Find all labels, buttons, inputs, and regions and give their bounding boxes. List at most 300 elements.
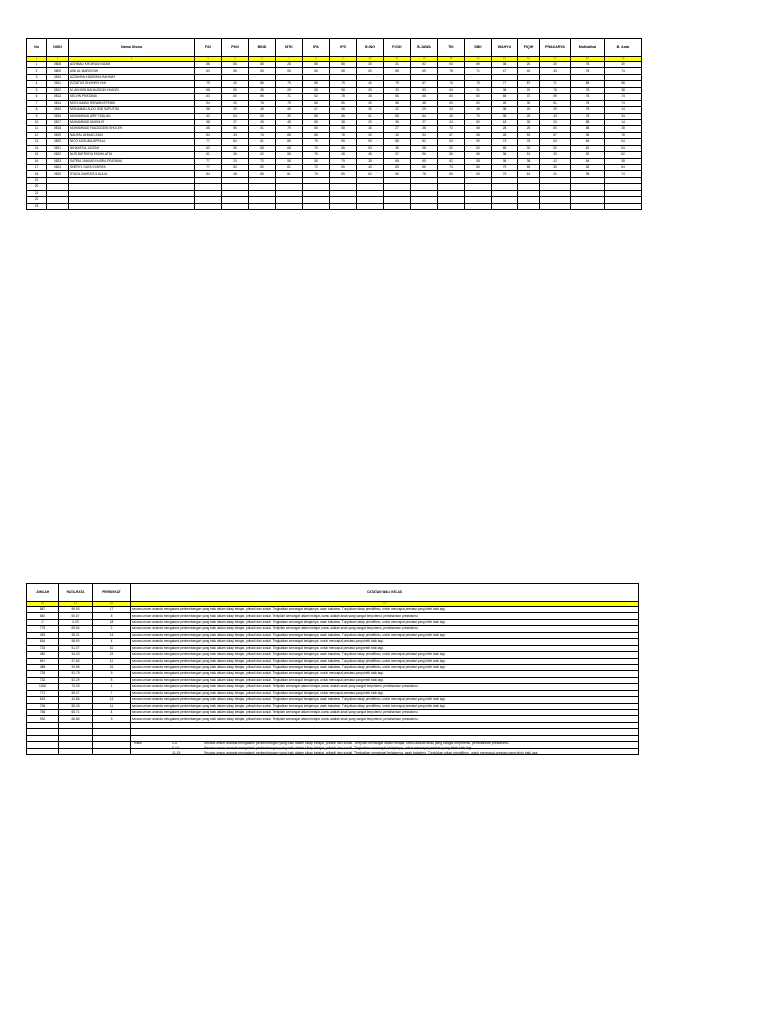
grade-cell: 73 — [492, 139, 518, 145]
grade-cell: 88 — [276, 132, 303, 138]
grade-cell: 45 — [276, 107, 303, 113]
column-header: TIK — [438, 39, 465, 57]
average-cell: 69.64 — [59, 626, 93, 632]
grade-cell: 68 — [330, 113, 357, 119]
grade-cell: 78 — [330, 94, 357, 100]
row-number: 1 — [27, 62, 47, 68]
grade-cell: 40 — [222, 81, 249, 87]
total-cell: 715 — [27, 645, 59, 651]
rank-cell: 9 — [93, 671, 131, 677]
teacher-note-cell: secara umum ananda mengalami perkembangan yang baik dalam sikap belajar, pribadi dan sosial. Terlipilah semangat dalam belajar, kamu adalah anak yang sangat berpotensi, pertahankan prestasimu. — [131, 716, 639, 722]
grade-cell: 48 — [276, 119, 303, 125]
grade-cell: 68 — [330, 145, 357, 151]
grade-cell: 55 — [330, 100, 357, 106]
total-cell: 619 — [27, 697, 59, 703]
grade-cell: 14 — [605, 107, 642, 113]
grade-cell: 79 — [303, 139, 330, 145]
grade-cell: 58 — [276, 158, 303, 164]
rank-cell: 11 — [93, 703, 131, 709]
column-index: 16 — [518, 57, 540, 62]
row-number: 11 — [27, 126, 47, 132]
student-name: SATRIA JANUARI INDRA PRATAMA — [69, 158, 195, 164]
grade-cell: 48 — [330, 152, 357, 158]
row-number: 8 — [27, 107, 47, 113]
grade-cell: 63 — [438, 100, 465, 106]
grade-cell: 70 — [465, 81, 492, 87]
grade-cell: 82 — [411, 139, 438, 145]
rank-cell: 5 — [93, 613, 131, 619]
row-number: 14 — [27, 145, 47, 151]
grade-cell — [518, 203, 540, 209]
rank-cell: 3 — [93, 716, 131, 722]
grade-cell: 55 — [518, 165, 540, 171]
grade-cell: 86 — [465, 165, 492, 171]
grade-cell: 51 — [518, 152, 540, 158]
rank-range: 11-15 — [172, 751, 181, 755]
grade-cell — [222, 203, 249, 209]
teacher-note-cell: secara umum ananda mengalami perkembangan yang baik dalam sikap belajar, pribadi dan sosial. Tingkatkan semangat belajarnya, untuk mencapai prestasi yang lebih baik lagi. — [131, 639, 639, 645]
grade-cell — [249, 203, 276, 209]
grade-cell: 60 — [465, 145, 492, 151]
teacher-note-cell: secara umum ananda mengalami perkembangan yang baik dalam sikap belajar, pribadi dan sosial. Terlipilah semangat dalam belajar, kamu adalah anak yang sangat berpotensi, pertahankan prestasimu. — [131, 626, 639, 632]
grade-cell: 84 — [571, 165, 605, 171]
grade-cell: 79 — [384, 81, 411, 87]
teacher-note-cell: secara umum ananda mengalami perkembangan yang baik dalam sikap belajar, pribadi dan sosial. Tingkatkan semangat belajarnya, untuk mencapai prestasi yang lebih baik lagi. — [131, 677, 639, 683]
grade-cell: 58 — [465, 132, 492, 138]
grade-cell — [303, 203, 330, 209]
rank-cell: 12 — [93, 658, 131, 664]
nisn-cell: 0817 — [47, 119, 69, 125]
grade-cell: 88 — [384, 139, 411, 145]
rank-cell: 13 — [93, 697, 131, 703]
grade-cell: 52 — [518, 132, 540, 138]
column-index: 1 — [27, 57, 47, 62]
grade-cell: 63 — [540, 139, 571, 145]
grade-cell: 74 — [605, 171, 642, 177]
grade-cell: 29 — [222, 107, 249, 113]
column-index: 23 — [131, 602, 639, 607]
rank-range: 1-5 — [172, 741, 177, 745]
rank-note-text: Secara umum ananda mengalami perkembangan yang baik dalam sikap belajar, pribadi dan sosial. Tingkatkan semangat belajarnya, untuk mencapai prestasi yang lebih baik lagi. — [204, 746, 473, 750]
grade-cell: 78 — [571, 68, 605, 74]
row-number: 5 — [27, 87, 47, 93]
column-index: 7 — [276, 57, 303, 62]
total-cell: 887 — [27, 607, 59, 613]
grade-cell — [47, 203, 69, 209]
grade-cell: 30 — [518, 119, 540, 125]
grade-cell: 62 — [357, 171, 384, 177]
grade-cell: 64 — [605, 165, 642, 171]
nisn-cell: 0811 — [47, 81, 69, 87]
grade-header-row — [27, 39, 642, 57]
grade-cell: 85 — [330, 171, 357, 177]
teacher-note-cell: secara umum ananda mengalami perkembangan yang baik dalam sikap belajar, pribadi dan sosial. Terlipilah semangat dalam belajar, kamu adalah anak yang sangat berpotensi, pertahankan prestasimu. — [131, 710, 639, 716]
grade-cell: 78 — [518, 139, 540, 145]
teacher-note-cell: secara umum ananda mengalami perkembangan yang baik dalam sikap belajar, pribadi dan sosial. Tingkatkan semangat belajarnya, untuk mencapai prestasi yang lebih baik lagi. — [131, 690, 639, 696]
student-name: MUHAMMAD MUKHLIS — [69, 119, 195, 125]
rank-notes — [134, 741, 538, 756]
grade-cell: 58 — [195, 119, 222, 125]
grade-cell: 38 — [384, 145, 411, 151]
grade-cell: 68 — [465, 126, 492, 132]
grade-cell: 88 — [195, 62, 222, 68]
grade-cell: 88 — [303, 81, 330, 87]
grade-cell — [571, 203, 605, 209]
grade-cell: 58 — [303, 62, 330, 68]
grade-cell: 74 — [605, 94, 642, 100]
grade-cell: 53 — [357, 145, 384, 151]
grade-cell: 40 — [357, 81, 384, 87]
grade-cell: 86 — [249, 81, 276, 87]
row-number: 13 — [27, 139, 47, 145]
grade-cell: 78 — [411, 171, 438, 177]
grade-cell: 77 — [195, 165, 222, 171]
grade-cell: 36 — [384, 119, 411, 125]
teacher-note-cell: secara umum ananda mengalami perkembangan yang baik dalam sikap belajar, pribadi dan sosial. Tingkatkan semangat belajarnya, asah bakatmu. Tunjukkan sikap prestifitmu, untuk mencapai prestasi yang lebih baik lagi. — [131, 619, 639, 625]
rank-cell: 4 — [93, 639, 131, 645]
grade-cell: 35 — [357, 158, 384, 164]
column-index: 22 — [93, 602, 131, 607]
grade-cell: 58 — [303, 158, 330, 164]
column-index: 20 — [27, 602, 59, 607]
rank-cell: 4 — [93, 710, 131, 716]
student-name: M. AKHSIN BAHAUDDIN KHADRI — [69, 87, 195, 93]
grade-cell: 76 — [249, 132, 276, 138]
average-cell: 34.43 — [59, 652, 93, 658]
rank-label: Rank — [134, 741, 142, 745]
grade-cell: 63 — [195, 145, 222, 151]
grade-cell: 32 — [384, 107, 411, 113]
grade-cell — [492, 203, 518, 209]
grade-cell: 20 — [518, 107, 540, 113]
grade-cell: 88 — [571, 81, 605, 87]
grade-cell: 50 — [222, 87, 249, 93]
grade-cell: 38 — [492, 158, 518, 164]
grade-cell: 60 — [465, 119, 492, 125]
grade-cell: 82 — [571, 145, 605, 151]
row-number: 21 — [27, 190, 47, 196]
grade-cell: 67 — [438, 132, 465, 138]
grade-cell: 85 — [384, 165, 411, 171]
nisn-cell: 0809 — [47, 68, 69, 74]
grade-cell: 88 — [571, 119, 605, 125]
grade-cell: 24 — [438, 107, 465, 113]
grade-cell: 40 — [438, 113, 465, 119]
grade-cell: 85 — [249, 171, 276, 177]
grade-cell: 62 — [438, 158, 465, 164]
grade-cell: 84 — [571, 158, 605, 164]
rank-cell: 16 — [93, 664, 131, 670]
average-cell: 51.79 — [59, 671, 93, 677]
teacher-note-cell: secara umum ananda mengalami perkembangan yang baik dalam sikap belajar, pribadi dan sosial. Terlipilah semangat dalam belajar, kamu adalah anak yang sangat berpotensi, pertahankan prestasimu. — [131, 684, 639, 690]
total-cell: 0 — [27, 619, 59, 625]
average-cell: 60.57 — [59, 613, 93, 619]
grade-cell: 68 — [384, 158, 411, 164]
rank-cell: 18 — [93, 619, 131, 625]
grade-cell: 29 — [540, 107, 571, 113]
grade-cell: 42 — [540, 158, 571, 164]
grade-cell: 69 — [465, 62, 492, 68]
grade-cell — [411, 203, 438, 209]
grade-cell: 25 — [518, 126, 540, 132]
grade-cell: 42 — [195, 113, 222, 119]
grade-cell: 58 — [330, 126, 357, 132]
grade-cell: 88 — [605, 81, 642, 87]
grade-cell: 28 — [605, 126, 642, 132]
grade-cell: 70 — [438, 126, 465, 132]
grade-cell: 47 — [492, 68, 518, 74]
grade-cell: 55 — [276, 68, 303, 74]
student-name: KELVIN PRATAMA — [69, 94, 195, 100]
grade-cell: 64 — [605, 145, 642, 151]
grade-cell: 58 — [303, 113, 330, 119]
column-header: IPA — [303, 39, 330, 57]
nisn-cell: 0818 — [47, 126, 69, 132]
grade-cell: 41 — [357, 113, 384, 119]
teacher-note-cell: secara umum ananda mengalami perkembangan yang baik dalam sikap belajar, pribadi dan sosial. Tingkatkan semangat belajarnya, asah bakatmu. Tunjukkan sikap prestifitmu, untuk mencapai prestasi yang lebih baik lagi. — [131, 652, 639, 658]
empty-cell — [93, 748, 131, 754]
grade-cell: 43 — [540, 113, 571, 119]
teacher-note-cell: secara umum ananda mengalami perkembangan yang baik dalam sikap belajar, pribadi dan sosial. Tingkatkan semangat belajarnya, asah bakatmu. Tunjukkan sikap prestifitmu, untuk mencapai prestasi yang lebih baik lagi. — [131, 697, 639, 703]
grade-cell: 20 — [540, 119, 571, 125]
grade-cell: 56 — [411, 152, 438, 158]
grade-cell: 74 — [438, 81, 465, 87]
column-index: 10 — [357, 57, 384, 62]
grade-cell: 40 — [357, 132, 384, 138]
grade-cell: 59 — [540, 94, 571, 100]
grade-cell: 30 — [384, 132, 411, 138]
total-cell: 771 — [27, 690, 59, 696]
grade-cell: 37 — [518, 94, 540, 100]
column-header: SBK — [465, 39, 492, 57]
student-name: ACHMAD KHOIRUN NIZAM — [69, 62, 195, 68]
nisn-cell: 0825 — [47, 171, 69, 177]
grade-cell: 72 — [249, 158, 276, 164]
row-number: 4 — [27, 81, 47, 87]
summary-header-row — [27, 584, 639, 602]
teacher-note-cell: secara umum ananda mengalami perkembangan yang baik dalam sikap belajar, pribadi dan sosial. Tingkatkan semangat belajarnya, asah bakatmu. Tunjukkan sikap prestifitmu, untuk mencapai prestasi yang lebih baik lagi. — [131, 703, 639, 709]
column-header: PJOK — [384, 39, 411, 57]
grade-cell: 66 — [384, 94, 411, 100]
row-number: 10 — [27, 119, 47, 125]
grade-cell: 68 — [384, 68, 411, 74]
grade-cell: 52 — [540, 145, 571, 151]
nisn-cell: 0810 — [47, 74, 69, 80]
column-index: 11 — [384, 57, 411, 62]
grade-cell: 80 — [249, 165, 276, 171]
grade-cell: 60 — [438, 94, 465, 100]
grade-cell: 68 — [411, 94, 438, 100]
average-cell: 73.29 — [59, 684, 93, 690]
grade-cell: 28 — [492, 126, 518, 132]
grade-cell: 55 — [438, 152, 465, 158]
grade-cell: 66 — [303, 100, 330, 106]
grade-cell: 30 — [357, 87, 384, 93]
grade-cell: 58 — [465, 158, 492, 164]
grade-cell: 78 — [605, 132, 642, 138]
column-index: 12 — [411, 57, 438, 62]
grade-cell: 84 — [195, 132, 222, 138]
teacher-note-cell: secara umum ananda mengalami perkembangan yang baik dalam sikap belajar, pribadi dan sosial. Terlipilah semangat dalam belajar, kamu adalah anak yang sangat berpotensi, pertahankan prestasimu. — [131, 613, 639, 619]
grade-cell: 77 — [492, 81, 518, 87]
grade-cell: 64 — [411, 113, 438, 119]
total-cell: 1026 — [27, 684, 59, 690]
grade-cell: 30 — [540, 62, 571, 68]
grade-cell: 34 — [605, 113, 642, 119]
average-cell: 58.50 — [59, 639, 93, 645]
total-cell: 775 — [27, 626, 59, 632]
grade-cell: 32 — [518, 145, 540, 151]
grade-cell: 28 — [492, 132, 518, 138]
grade-cell: 45 — [249, 107, 276, 113]
grade-cell: 74 — [605, 100, 642, 106]
grade-cell: 43 — [540, 68, 571, 74]
row-number: 22 — [27, 197, 47, 203]
grade-cell: 66 — [303, 68, 330, 74]
grade-cell: 79 — [195, 81, 222, 87]
column-header: B. Arab — [605, 39, 642, 57]
grade-cell: 60 — [357, 68, 384, 74]
average-cell: 66.86 — [59, 716, 93, 722]
grade-cell: 31 — [384, 62, 411, 68]
grade-cell: 78 — [438, 68, 465, 74]
grade-cell: 68 — [195, 87, 222, 93]
grade-cell: 68 — [276, 145, 303, 151]
row-number: 9 — [27, 113, 47, 119]
empty-cell — [59, 748, 93, 754]
column-header: PKN — [222, 39, 249, 57]
grade-cell: 84 — [222, 165, 249, 171]
grade-cell: 28 — [276, 62, 303, 68]
total-cell: 706 — [27, 703, 59, 709]
grade-cell: 50 — [357, 139, 384, 145]
row-number: 19 — [27, 177, 47, 183]
grade-cell: 81 — [276, 171, 303, 177]
nisn-cell: 0820 — [47, 139, 69, 145]
average-cell: 50.43 — [59, 703, 93, 709]
column-index: 6 — [249, 57, 276, 62]
row-number: 16 — [27, 158, 47, 164]
total-cell: 493 — [27, 632, 59, 638]
grade-cell: 68 — [384, 113, 411, 119]
grade-cell: 58 — [303, 119, 330, 125]
grade-cell: 79 — [276, 126, 303, 132]
column-header: IPS — [330, 39, 357, 57]
grade-cell: 38 — [330, 119, 357, 125]
grade-cell: 62 — [605, 152, 642, 158]
grade-cell: 61 — [518, 171, 540, 177]
column-header: CATATAN WALI KELAS — [131, 584, 639, 602]
column-header: JUMLAH — [27, 584, 59, 602]
total-cell: 932 — [27, 716, 59, 722]
column-header: PERINGKAT — [93, 584, 131, 602]
grade-cell: 76 — [249, 100, 276, 106]
grade-cell: 78 — [571, 113, 605, 119]
column-header: MTK — [276, 39, 303, 57]
grade-cell: 27 — [411, 119, 438, 125]
nisn-cell: 0812 — [47, 87, 69, 93]
grade-cell: 60 — [465, 171, 492, 177]
grade-cell: 38 — [518, 158, 540, 164]
grade-cell: 58 — [303, 132, 330, 138]
grade-cell — [330, 203, 357, 209]
average-cell: 44.86 — [59, 697, 93, 703]
grade-cell: 79 — [276, 81, 303, 87]
row-number: 18 — [27, 171, 47, 177]
grade-cell: 25 — [518, 113, 540, 119]
grade-cell: 47 — [303, 107, 330, 113]
grade-cell: 74 — [605, 68, 642, 74]
column-header: No — [27, 39, 47, 57]
rank-cell: 15 — [93, 652, 131, 658]
average-cell: 35.21 — [59, 632, 93, 638]
grade-cell: 27 — [222, 119, 249, 125]
grade-cell: 28 — [276, 87, 303, 93]
grade-cell: 85 — [249, 62, 276, 68]
grade-cell: 30 — [357, 107, 384, 113]
rank-note-row — [134, 751, 538, 756]
grade-cell: 52 — [438, 145, 465, 151]
grade-cell: 20 — [357, 119, 384, 125]
total-cell: 482 — [27, 652, 59, 658]
grade-cell: 55 — [303, 126, 330, 132]
grade-cell: 40 — [222, 100, 249, 106]
average-cell: 34.86 — [59, 664, 93, 670]
grade-cell: 88 — [276, 139, 303, 145]
grade-cell: 55 — [330, 139, 357, 145]
grade-cell: 39 — [276, 113, 303, 119]
average-cell: 52.29 — [59, 677, 93, 683]
grade-cell — [195, 203, 222, 209]
column-index: 18 — [571, 57, 605, 62]
grade-cell: 56 — [465, 152, 492, 158]
average-cell: 47.64 — [59, 658, 93, 664]
grade-cell: 60 — [465, 94, 492, 100]
grade-cell: 29 — [411, 107, 438, 113]
row-number: 15 — [27, 152, 47, 158]
average-cell: 55.93 — [59, 607, 93, 613]
grade-cell: 75 — [303, 145, 330, 151]
rank-cell: 1 — [93, 684, 131, 690]
nisn-cell: 0823 — [47, 158, 69, 164]
column-header: B.JAWA — [411, 39, 438, 57]
grade-cell: 78 — [571, 87, 605, 93]
grade-cell: 88 — [330, 62, 357, 68]
grade-cell: 61 — [195, 152, 222, 158]
student-name: MOCHAMAD RIDWAN EFENDI — [69, 100, 195, 106]
grade-cell: 77 — [195, 158, 222, 164]
grade-cell: 38 — [492, 107, 518, 113]
row-number: 23 — [27, 203, 47, 209]
column-index: 3 — [69, 57, 195, 62]
grade-cell: 38 — [492, 87, 518, 93]
grade-cell: 58 — [384, 100, 411, 106]
grade-cell: 67 — [540, 132, 571, 138]
grade-cell: 68 — [492, 145, 518, 151]
grade-cell: 41 — [540, 171, 571, 177]
grade-cell: 24 — [438, 119, 465, 125]
grade-cell: 14 — [605, 119, 642, 125]
grade-cell: 63 — [195, 94, 222, 100]
grade-cell: 40 — [357, 100, 384, 106]
nisn-cell: 0822 — [47, 152, 69, 158]
grade-cell: 58 — [276, 152, 303, 158]
row-number: 2 — [27, 68, 47, 74]
grade-cell: 20 — [222, 158, 249, 164]
teacher-note-cell: secara umum ananda mengalami perkembangan yang baik dalam sikap belajar, pribadi dan sosial. Tingkatkan semangat belajarnya, asah bakatmu. Tunjukkan sikap prestifitmu, untuk mencapai prestasi yang lebih baik lagi. — [131, 607, 639, 613]
grade-cell: 28 — [492, 100, 518, 106]
column-header: B.ING — [357, 39, 384, 57]
